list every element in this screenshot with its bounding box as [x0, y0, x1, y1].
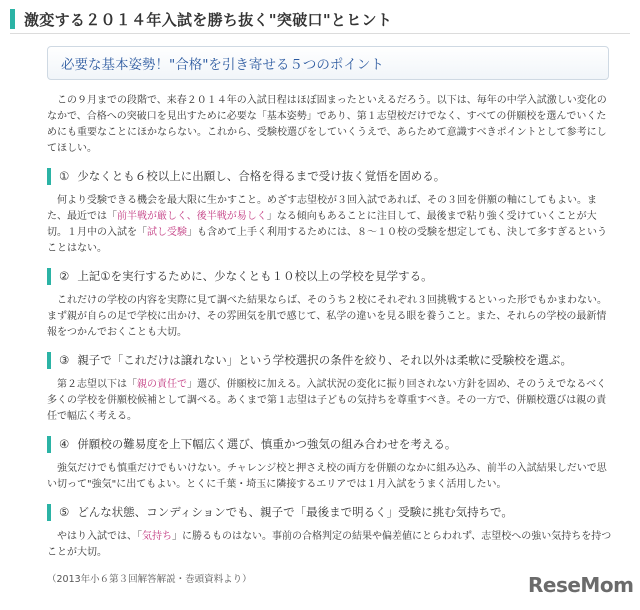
page-title: 激変する２０１４年入試を勝ち抜く"突破口"とヒント [24, 10, 393, 29]
point-number: ① [59, 169, 70, 183]
point-heading-1 [47, 165, 613, 187]
source-credit: （2013年小６第３回解答解説・巻頭資料より） [47, 574, 252, 585]
body-text: 」なる傾向もあることに注目して、最後まで粘り強く受けていくことが大切。１月中の入試を「 [47, 211, 597, 238]
point-accent-bar [47, 268, 51, 285]
point-number: ③ [59, 353, 70, 367]
points-list [47, 165, 613, 561]
body-text: 」も含めて上手く利用するためには、８～１０校の受験を想定しても、決して多すぎるということはない。 [47, 227, 607, 254]
body-text: 」に勝るものはない。事前の合格判定の結果や偏差値にとらわれず、志望校への強い気持ちを持つことが大切。 [47, 531, 612, 558]
highlighted-phrase: 親の責任で [137, 379, 187, 390]
body-text: 何より受験できる機会を最大限に生かすこと。めざす志望校が３回入試であれば、その３回を併願の軸にしてもよい。また、最近では「 [47, 195, 597, 222]
point-body-3 [47, 377, 613, 425]
point-number: ④ [59, 437, 70, 451]
point-title: 少なくとも６校以上に出願し、合格を得るまで受け抜く覚悟を固める。 [77, 169, 446, 183]
point-body-1 [47, 193, 613, 257]
point-heading-3 [47, 349, 613, 371]
point-body-5 [47, 529, 613, 561]
body-text: やはり入試では、「 [57, 531, 142, 542]
point-heading-2 [47, 265, 613, 287]
header-divider [10, 33, 630, 34]
point-number: ⑤ [59, 505, 70, 519]
point-number: ② [59, 269, 70, 283]
body-text: 第２志望以下は「 [57, 379, 137, 390]
highlighted-phrase: 前半戦が厳しく、後半戦が易しく [117, 211, 267, 222]
point-title: どんな状態、コンディションでも、親子で「最後まで明るく」受験に挑む気持ちで。 [77, 505, 513, 519]
header-accent-bar [10, 9, 15, 29]
point-accent-bar [47, 168, 51, 185]
point-title: 上記①を実行するために、少なくとも１０校以上の学校を見学する。 [77, 269, 433, 283]
point-accent-bar [47, 436, 51, 453]
point-accent-bar [47, 352, 51, 369]
point-body-4 [47, 461, 613, 493]
point-accent-bar [47, 504, 51, 521]
body-text: 」選び、併願校に加える。入試状況の変化に振り回されない方針を固め、そのうえでなるべく多くの学校を併願校候補として調べる。あくまで第１志望は子どもの気持ちを尊重すべき。その一方で、併願校選びは親の責任で幅広く考える。 [47, 379, 607, 422]
highlighted-phrase: 試し受験 [147, 227, 187, 238]
highlighted-phrase: 気持ち [142, 531, 172, 542]
resemom-logo [528, 573, 633, 597]
point-title: 親子で「これだけは譲れない」という学校選択の条件を絞り、それ以外は柔軟に受験校を選ぶ。 [77, 353, 573, 367]
intro-paragraph: この９月までの段階で、来春２０１４年の入試日程はほぼ固まったといえるだろう。以下は、毎年の中学入試激しい変化のなかで、合格への突破口を見出すために必要な「基本姿勢」であり、第１志望校だけでなく、すべての併願校を選んでいくためにも重要なことにほかならない。これから、受験校選びをしていくうえで、あらためて意識すべきポイントとして参考にしてほしい。 [47, 95, 607, 154]
point-heading-4 [47, 433, 613, 455]
body-text: これだけの学校の内容を実際に見て調べた結果ならば、そのうち２校にそれぞれ３回挑戦するといった形でもかまわない。まず親が自らの足で学校に出かけ、その雰囲気を肌で感じて、私学の違いを見る眼を養うこと。また、それらの学校の最新情報をつかんでおくことも大切。 [47, 295, 607, 338]
article-header [10, 8, 630, 30]
subheading-text: 必要な基本姿勢！"合格"を引き寄せる５つのポイント [61, 57, 384, 73]
subheading-box [47, 46, 609, 80]
logo-text: ReseMom [528, 573, 634, 597]
point-title: 併願校の難易度を上下幅広く選び、慎重かつ強気の組み合わせを考える。 [77, 437, 457, 451]
point-heading-5 [47, 501, 613, 523]
body-text: 強気だけでも慎重だけでもいけない。チャレンジ校と押さえ校の両方を併願のなかに組み込み、前半の入試結果しだいで思い切って"強気"に出てもよい。とくに千葉・埼玉に隣接するエリアでは１月入試をうまく活用したい。 [47, 463, 607, 490]
point-body-2 [47, 293, 613, 341]
article-body [47, 93, 613, 585]
